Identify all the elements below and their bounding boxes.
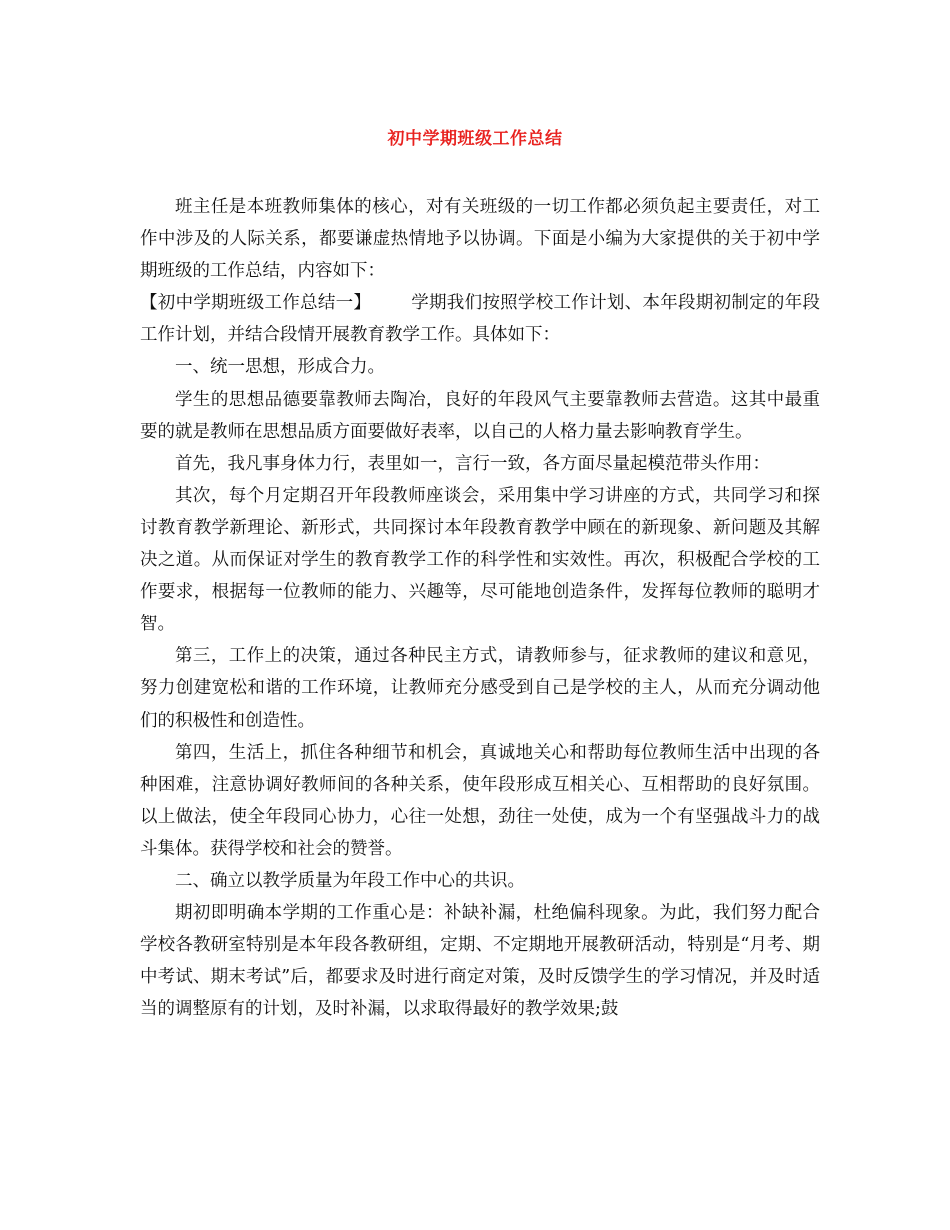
heading-one: 一、统一思想，形成合力。 [175,357,385,378]
paragraph-3: 其次，每个月定期召开年段教师座谈会，采用集中学习讲座的方式，共同学习和探讨教育教学新理论、新形式，共同探讨本年段教育教学中顾在的新现象、新问题及其解决之道。从而保证对学生的教育教学工作的科学性和实效性。再次，积极配合学校的工作要求，根据每一位教师的能力、兴趣等，尽可能地创造条件，发挥每位教师的聪明才智。 [140,485,820,635]
paragraph-5: 第四，生活上，抓住各种细节和机会，真诚地关心和帮助每位教师生活中出现的各种困难，注意协调好教师间的各种关系，使年段形成互相关心、互相帮助的良好氛围。以上做法，使全年段同心协力，心往一处想，劲往一处使，成为一个有坚强战斗力的战斗集体。获得学校和社会的赞誉。 [140,742,820,859]
paragraph-1: 学生的思想品德要靠教师去陶冶，良好的年段风气主要靠教师去营造。这其中最重要的就是教师在思想品质方面要做好表率，以自己的人格力量去影响教育学生。 [140,389,820,442]
intro-paragraph: 班主任是本班教师集体的核心，对有关班级的一切工作都必须负起主要责任，对工作中涉及的人际关系，都要谦虚热情地予以协调。下面是小编为大家提供的关于初中学期班级的工作总结，内容如下： [140,197,820,282]
heading-two: 二、确立以教学质量为年段工作中心的共识。 [175,870,525,891]
document-title: 初中学期班级工作总结 [387,129,563,149]
section-paragraph [140,287,820,351]
document-body [140,191,820,1025]
section-tag: 【初中学期班级工作总结一】 [140,293,372,314]
paragraph-4: 第三，工作上的决策，通过各种民主方式，请教师参与，征求教师的建议和意见，努力创建宽松和谐的工作环境，让教师充分感受到自己是学校的主人，从而充分调动他们的积极性和创造性。 [140,646,820,731]
section-intro: 学期我们按照学校工作计划、本年段期初制定的年段工作计划，并结合段情开展教育教学工作。具体如下： [140,293,821,346]
paragraph-6: 期初即明确本学期的工作重心是：补缺补漏，杜绝偏科现象。为此，我们努力配合学校各教研室特别是本年段各教研组，定期、不定期地开展教研活动，特别是“月考、期中考试、期末考试”后，都要求及时进行商定对策，及时反馈学生的学习情况，并及时适当的调整原有的计划，及时补漏，以求取得最好的教学效果;鼓 [140,903,820,1020]
paragraph-2: 首先，我凡事身体力行，表里如一，言行一致，各方面尽量起模范带头作用： [175,453,770,474]
